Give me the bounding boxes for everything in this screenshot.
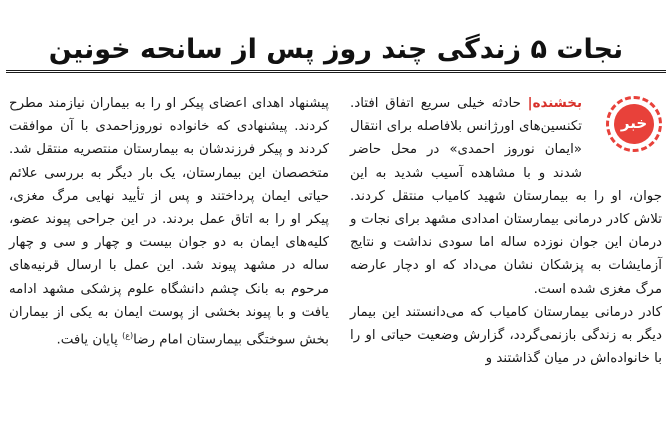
- byline-separator: |: [527, 96, 533, 111]
- article-column-left: [9, 92, 329, 352]
- article-column-right: [350, 92, 662, 370]
- honorific-superscript: (ع): [122, 331, 134, 341]
- paragraph-3-text-b: پایان یافت.: [56, 332, 123, 348]
- article-paragraph-3: [9, 92, 329, 352]
- headline-divider-bottom: [6, 72, 666, 73]
- headline-divider-top: [6, 70, 666, 71]
- paragraph-3-text-a: پیشنهاد اهدای اعضای پیکر او را به بیماران نیازمند مطرح کردند. پیشنهادی که خانواده نوروزاحمدی با آن موافقت کردند و پیکر فرزندشان به بیمارستان منتصریه منتقل شد. متخصصان این بیمارستان، یک بار دیگر به بررسی علائم حیاتی ایمان پرداختند و پس از تأیید نهایی مرگ مغزی، پیکر او را به اتاق عمل بردند. در این جراحی پیوند عضو، کلیه‌های ایمان به دو جوان بیست و چهار و سی و چهار ساله در مشهد پیوند شد. این عمل با ارسال قرنیه‌های مرحوم به بانک چشم دانشگاه علوم پزشکی مشهد ادامه یافت و با پیوند بخشی از پوست ایمان به یکی از بیماران بخش سوختگی بیمارستان امام رضا: [9, 96, 329, 348]
- news-badge-icon: [606, 96, 662, 152]
- byline-kicker: بخشنده: [532, 96, 582, 111]
- news-badge-label: خبر: [614, 104, 654, 144]
- article-paragraph-2: کادر درمانی بیمارستان کامیاب که می‌دانستند این بیمار دیگر به زندگی بازنمی‌گردد، گزارش وضعیت حیاتی او را با خانواده‌اش در میان گذاشتند و: [350, 304, 662, 367]
- badge-container: [590, 92, 662, 162]
- article-headline: نجات ۵ زندگی چند روز پس از سانحه خونین: [48, 34, 624, 66]
- paragraph-1-text: حادثه خیلی سریع اتفاق افتاد. تکنسین‌های اورژانس بلافاصله برای انتقال «ایمان نوروز احمدی» در محل حاضر شدند و با مشاهده آسیب شدید به این جوان، او را به بیمارستان شهید کامیاب منتقل کردند. تلاش کادر درمانی بیمارستان امدادی مشهد برای نجات و درمان این جوان نوزده ساله اما سودی نداشت و نتایج آزمایشات به پزشکان نشان می‌داد که او دچار عارضه مرگ مغزی شده است.: [350, 96, 662, 297]
